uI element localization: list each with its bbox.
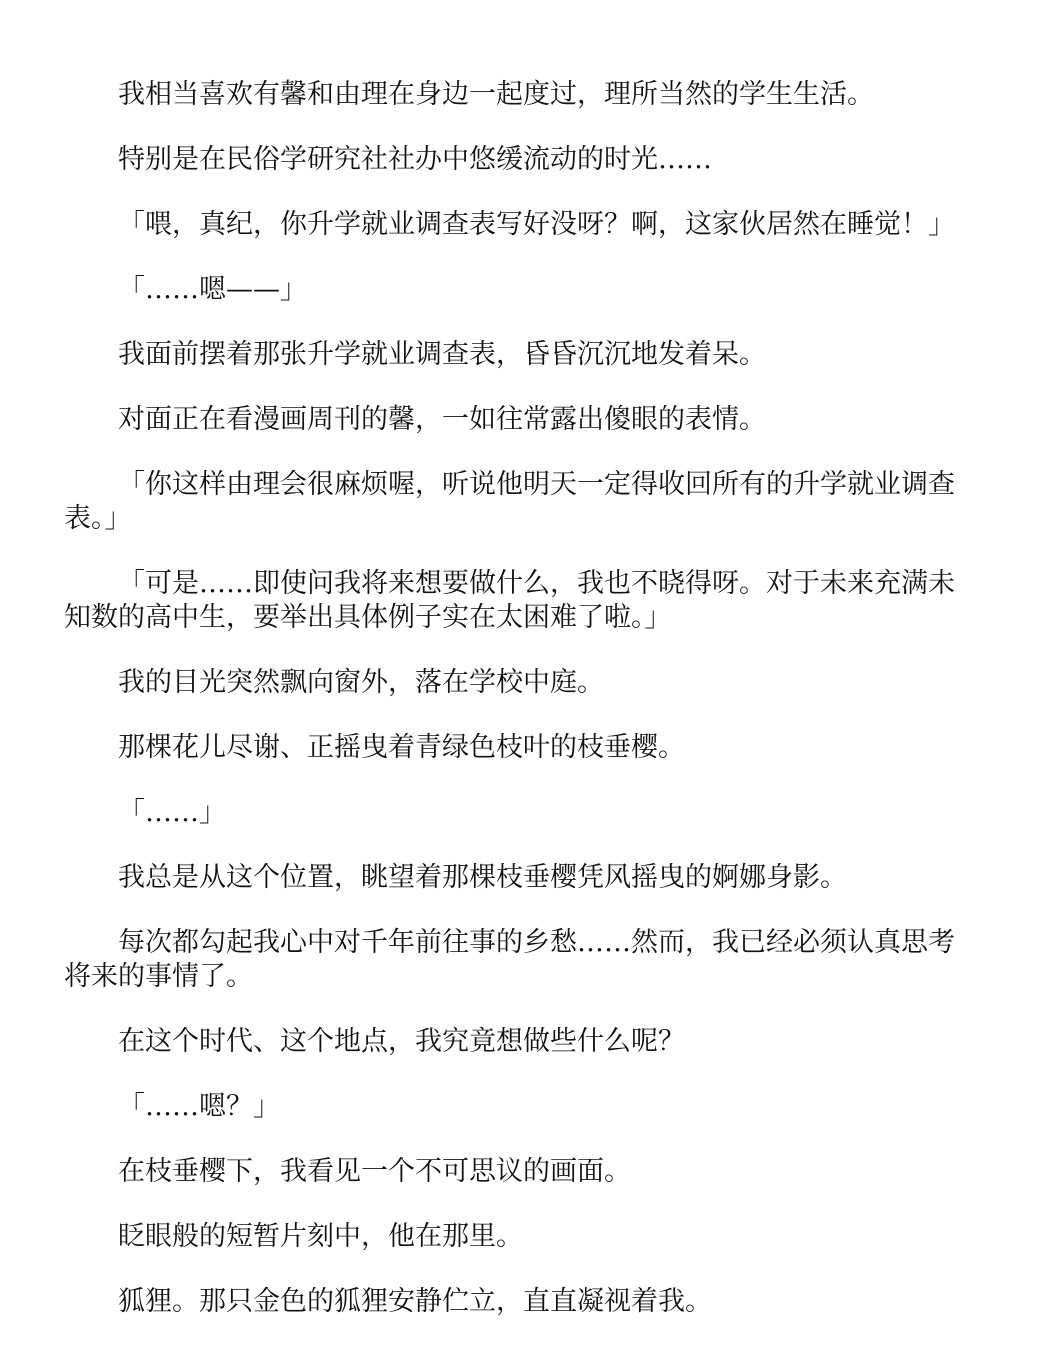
paragraph: 那棵花儿尽谢、正摇曳着青绿色枝叶的枝垂樱。	[118, 732, 685, 763]
paragraph: 我面前摆着那张升学就业调查表，昏昏沉沉地发着呆。	[118, 339, 766, 370]
paragraph: 在这个时代、这个地点，我究竟想做些什么呢？	[118, 1026, 685, 1057]
paragraph: 「……嗯——」	[118, 274, 307, 305]
paragraph: 狐狸。那只金色的狐狸安静伫立，直直凝视着我。	[118, 1286, 712, 1317]
paragraph: 我的目光突然飘向窗外，落在学校中庭。	[118, 667, 604, 698]
paragraph: 我相当喜欢有馨和由理在身边一起度过，理所当然的学生生活。	[118, 79, 874, 110]
paragraph: 在枝垂樱下，我看见一个不可思议的画面。	[118, 1156, 631, 1187]
paragraph: 每次都勾起我心中对千年前往事的乡愁……然而，我已经必须认真思考将来的事情了。	[64, 927, 955, 992]
paragraph: 「……」	[118, 797, 226, 828]
paragraph: 眨眼般的短暂片刻中，他在那里。	[118, 1221, 523, 1252]
paragraph: 特别是在民俗学研究社社办中悠缓流动的时光……	[118, 144, 712, 175]
paragraph: 我总是从这个位置，眺望着那棵枝垂樱凭风摇曳的婀娜身影。	[118, 862, 847, 893]
document-page	[64, 78, 976, 1350]
paragraph: 「喂，真纪，你升学就业调查表写好没呀？啊，这家伙居然在睡觉！」	[118, 209, 955, 240]
paragraph: 「可是……即使问我将来想要做什么，我也不晓得呀。对于未来充满未知数的高中生，要举出具体例子实在太困难了啦。」	[64, 568, 955, 633]
paragraph: 「你这样由理会很麻烦喔，听说他明天一定得收回所有的升学就业调查表。」	[64, 469, 955, 534]
paragraph: 「……嗯？」	[118, 1091, 280, 1122]
paragraph: 对面正在看漫画周刊的馨，一如往常露出傻眼的表情。	[118, 404, 766, 435]
